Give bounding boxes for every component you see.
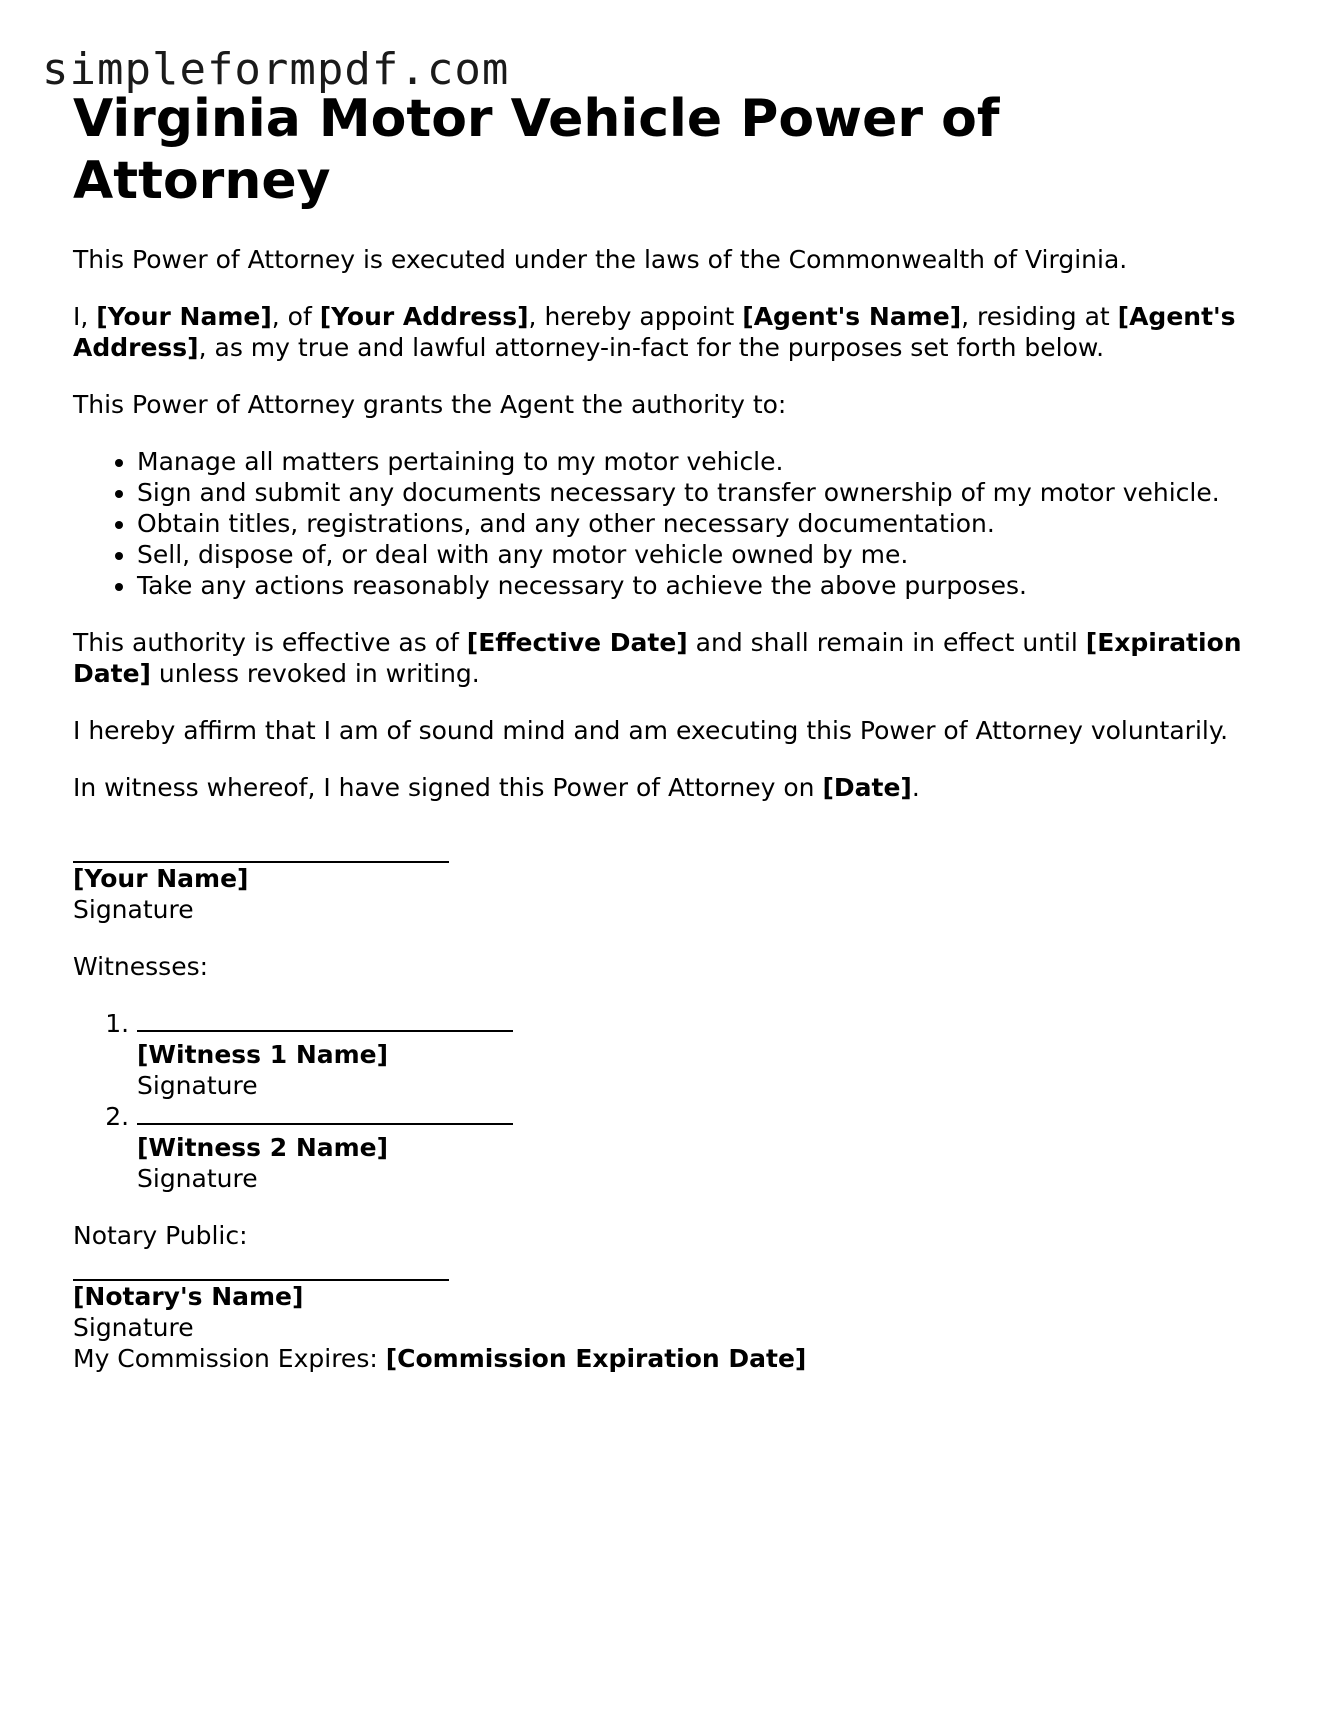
power-item: • Obtain titles, registrations, and any other necessary documentation. <box>137 508 1253 539</box>
power-item: • Sell, dispose of, or deal with any motor vehicle owned by me. <box>137 539 1253 570</box>
appointment-text-2: , of <box>271 302 320 331</box>
effective-text-3: unless revoked in writing. <box>150 659 480 688</box>
agent-name-field: [Agent's Name] <box>742 302 962 331</box>
power-item: • Manage all matters pertaining to my motor vehicle. <box>137 446 1253 477</box>
witness-1-signature-label: Signature <box>137 1071 258 1100</box>
document-title: Virginia Motor Vehicle Power of Attorney <box>73 89 1000 211</box>
commission-row <box>73 1343 1253 1374</box>
witness-1-name: 1. [Witness 1 Name] <box>137 1040 389 1069</box>
notary-signature-line[interactable] <box>73 1251 449 1281</box>
appointment-text-3: , hereby appoint <box>528 302 743 331</box>
appointment-text-4: , residing at <box>961 302 1118 331</box>
principal-name: [Your Name] <box>73 864 249 893</box>
witness-item <box>137 1101 1253 1194</box>
witness-statement-text-2: . <box>911 773 920 802</box>
commission-label: My Commission Expires: <box>73 1344 386 1373</box>
witness-statement-text-1: In witness whereof, I have signed this Power of Attorney on <box>73 773 823 802</box>
signing-date-field: [Date] <box>822 773 912 802</box>
power-item: • Sign and submit any documents necessary to transfer ownership of my motor vehicle. <box>137 477 1253 508</box>
expiration-date-field: [Expiration Date] <box>73 628 1242 688</box>
witness-2-signature-label: Signature <box>137 1164 258 1193</box>
agent-address-field: [Agent's Address] <box>73 302 1236 362</box>
notary-heading: Notary Public: <box>73 1221 248 1250</box>
witness-2-signature-line[interactable] <box>137 1101 513 1125</box>
principal-signature-block <box>73 833 1253 925</box>
witnesses-heading: Witnesses: <box>73 952 209 981</box>
effective-date-field: [Effective Date] <box>466 628 688 657</box>
notary-signature-label: Signature <box>73 1313 194 1342</box>
power-item: • Take any actions reasonably necessary to achieve the above purposes. <box>137 570 1253 601</box>
effective-text-1: This authority is effective as of <box>73 628 467 657</box>
site-watermark: simpleformpdf.com <box>42 44 510 95</box>
appointment-paragraph <box>73 301 1253 363</box>
effective-text-2: and shall remain in effect until <box>687 628 1086 657</box>
effective-paragraph <box>73 627 1253 689</box>
principal-signature-line[interactable] <box>73 833 449 863</box>
affirmation-paragraph: I hereby affirm that I am of sound mind and am executing this Power of Attorney voluntarily. <box>73 716 1229 745</box>
powers-list <box>73 446 1253 601</box>
notary-block <box>73 1220 1253 1374</box>
notary-name: [Notary's Name] <box>73 1282 304 1311</box>
witness-1-signature-line[interactable] <box>137 1008 513 1032</box>
your-name-field: [Your Name] <box>96 302 272 331</box>
witness-item <box>137 1008 1253 1101</box>
your-address-field: [Your Address] <box>319 302 529 331</box>
witnesses-list <box>73 1008 1253 1194</box>
grants-intro: This Power of Attorney grants the Agent the authority to: <box>73 390 787 419</box>
commission-date-field: [Commission Expiration Date] <box>385 1344 807 1373</box>
document-body <box>73 88 1253 1400</box>
intro-paragraph: This Power of Attorney is executed under the laws of the Commonwealth of Virginia. <box>73 245 1128 274</box>
appointment-text-1: I, <box>73 302 97 331</box>
principal-signature-label: Signature <box>73 895 194 924</box>
appointment-text-5: , as my true and lawful attorney-in-fact for the purposes set forth below. <box>198 333 1105 362</box>
witness-2-name: 2. [Witness 2 Name] <box>137 1133 389 1162</box>
witness-statement <box>73 772 1253 803</box>
